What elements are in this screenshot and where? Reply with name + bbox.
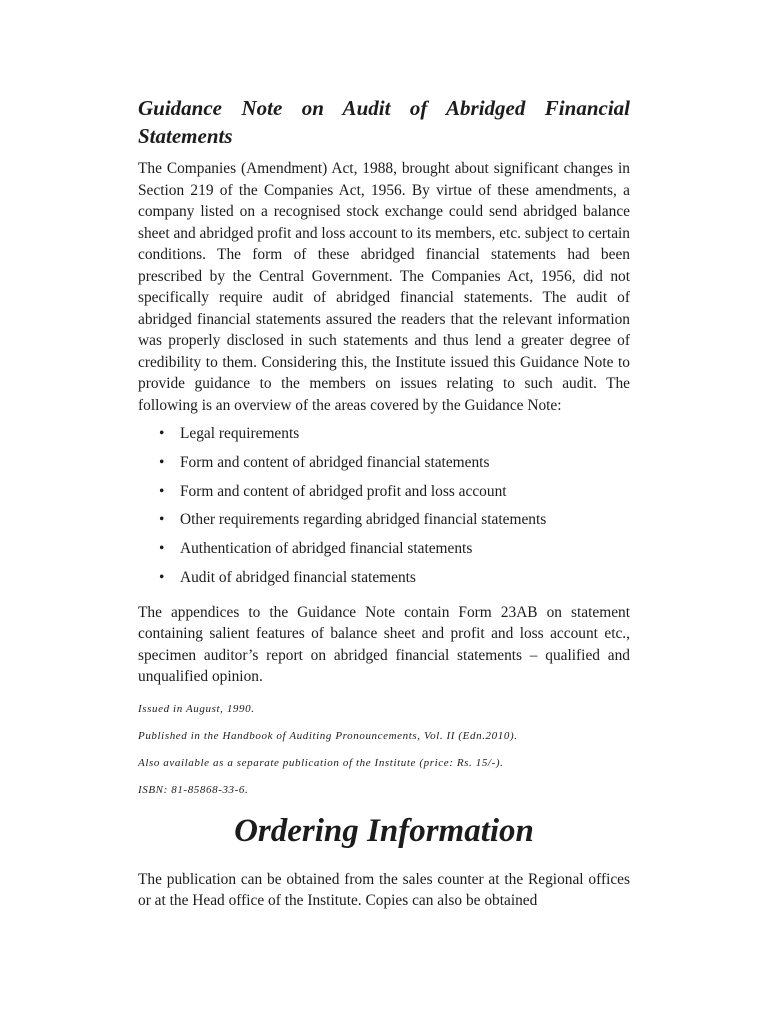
list-item-text: Audit of abridged financial statements [180, 568, 416, 586]
bullet-icon: • [159, 453, 165, 471]
list-item [138, 538, 630, 567]
list-item [138, 509, 630, 538]
ordering-paragraph: The publication can be obtained from the sales counter at the Regional offices or at the Head office of the Institute. Copies can also be obtained [138, 870, 630, 910]
list-item-text: Legal requirements [180, 425, 300, 442]
bullet-icon: • [159, 425, 165, 442]
appendices-paragraph: The appendices to the Guidance Note contain Form 23AB on statement containing salient features of balance sheet and profit and loss account etc., specimen auditor’s report on abridged financial statements – qualified and unqualified opinion. [138, 603, 630, 686]
list-item-text: Other requirements regarding abridged financial statements [180, 511, 547, 529]
bullet-icon: • [159, 511, 165, 529]
list-item [138, 567, 630, 596]
ordering-heading: Ordering Information [234, 812, 534, 849]
bullet-icon: • [159, 568, 165, 586]
document-page [138, 94, 630, 912]
list-item-text: Authentication of abridged financial statements [180, 540, 473, 558]
list-item [138, 452, 630, 481]
coverage-list [138, 423, 630, 596]
list-item [138, 481, 630, 510]
list-item-text: Form and content of abridged profit and loss account [180, 482, 507, 500]
document-title: Guidance Note on Audit of Abridged Financial Statements [138, 96, 630, 148]
list-item [138, 423, 630, 452]
bullet-icon: • [159, 540, 165, 558]
intro-paragraph: The Companies (Amendment) Act, 1988, brought about significant changes in Section 219 of the Companies Act, 1956. By virtue of these amendments, a company listed on a recognised stock exchange could send abridged balance sheet and abridged profit and loss account to its members, etc. subject to certain conditions. The form of these abridged financial statements had been prescribed by the Central Government. The Companies Act, 1956, did not specifically require audit of abridged financial statements. The audit of abridged financial statements assured the readers that the relevant information was properly disclosed in such statements and thus lend a greater degree of credibility to them. Considering this, the Institute issued this Guidance Note to provide guidance to the members on issues relating to such audit. The following is an overview of the areas covered by the Guidance Note: [138, 160, 630, 414]
availability-note: Also available as a separate publication of the Institute (price: Rs. 15/-). [138, 756, 504, 769]
publication-note: Published in the Handbook of Auditing Pronouncements, Vol. II (Edn.2010). [138, 729, 518, 742]
bullet-icon: • [159, 482, 165, 500]
list-item-text: Form and content of abridged financial statements [180, 453, 490, 471]
issued-date: Issued in August, 1990. [138, 702, 255, 715]
isbn: ISBN: 81-85868-33-6. [138, 783, 249, 796]
